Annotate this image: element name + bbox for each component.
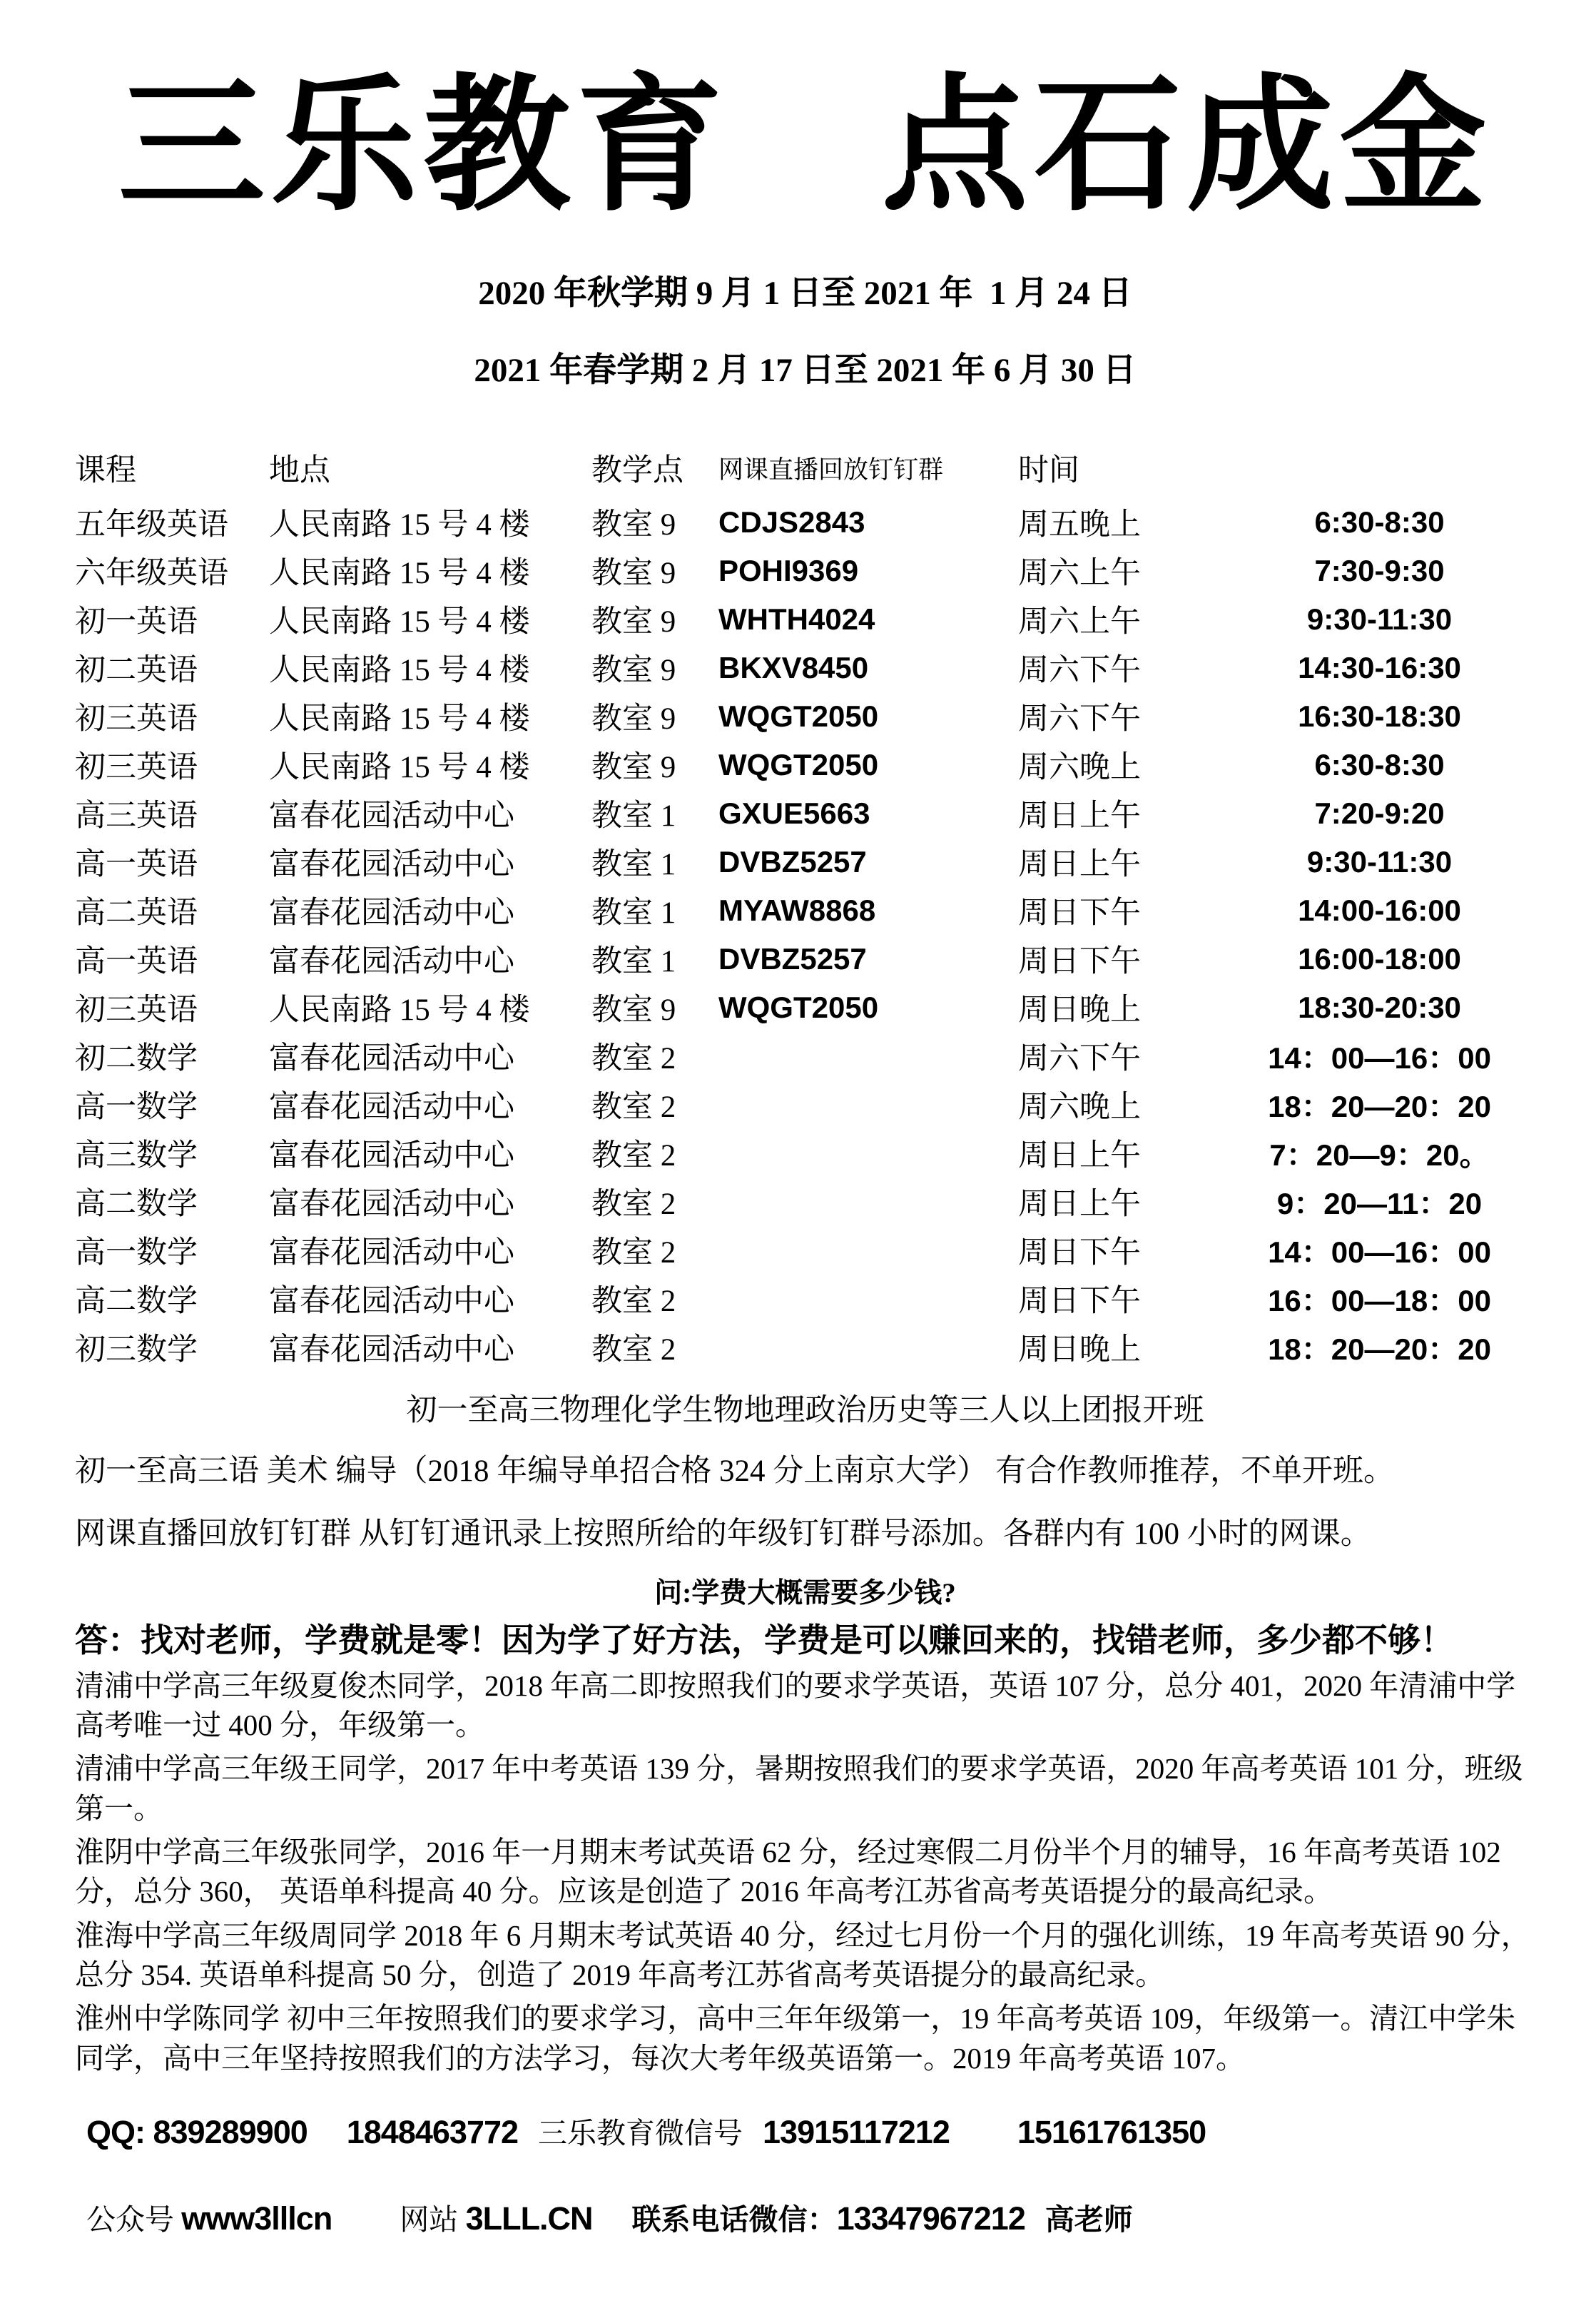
day-cell: 周日上午 bbox=[1018, 1139, 1141, 1173]
time-cell: 7:20-9:20 bbox=[1314, 796, 1445, 830]
qq-label: QQ: bbox=[86, 2114, 153, 2150]
time-cell: 18:30-20:30 bbox=[1298, 990, 1461, 1024]
table-row bbox=[75, 1323, 1535, 1372]
group-code-cell: BKXV8450 bbox=[718, 650, 869, 684]
time-cell: 16:30-18:30 bbox=[1298, 699, 1461, 733]
time-cell: 7:30-9:30 bbox=[1314, 553, 1445, 587]
course-cell: 初二数学 bbox=[75, 1042, 198, 1076]
header-course: 课程 bbox=[75, 454, 136, 488]
location-cell: 人民南路 15 号 4 楼 bbox=[269, 751, 530, 785]
qa-question: 问:学费大概需要多少钱? bbox=[654, 1577, 956, 1609]
day-cell: 周日下午 bbox=[1018, 896, 1141, 931]
semester-line-spring: 2021 年春学期 2 月 17 日至 2021 年 6 月 30 日 bbox=[474, 352, 1137, 390]
table-row bbox=[75, 498, 1535, 547]
course-cell: 高一数学 bbox=[75, 1236, 198, 1270]
phone-number: 13347967212 bbox=[836, 2200, 1025, 2237]
day-cell: 周日上午 bbox=[1018, 1188, 1141, 1222]
day-cell: 周六下午 bbox=[1018, 654, 1141, 688]
testimonial-paragraph: 清浦中学高三年级夏俊杰同学，2018 年高二即按照我们的要求学英语，英语 107 分，总分 401，2020 年清浦中学高考唯一过 400 分，年级第一。 bbox=[75, 1669, 1516, 1741]
location-cell: 人民南路 15 号 4 楼 bbox=[269, 702, 530, 737]
time-cell: 9：20—11：20 bbox=[1276, 1186, 1483, 1220]
group-code-cell: WHTH4024 bbox=[718, 602, 875, 636]
contact-web-line bbox=[75, 2183, 1535, 2251]
location-cell: 富春花园活动中心 bbox=[269, 945, 514, 979]
day-cell: 周日下午 bbox=[1018, 945, 1141, 979]
room-cell: 教室 1 bbox=[591, 799, 676, 834]
course-cell: 高一英语 bbox=[75, 848, 198, 882]
location-cell: 富春花园活动中心 bbox=[269, 799, 514, 834]
day-cell: 周六上午 bbox=[1018, 557, 1141, 591]
room-cell: 教室 1 bbox=[591, 945, 676, 979]
contact-qq-line bbox=[75, 2097, 1535, 2165]
course-cell: 六年级英语 bbox=[75, 557, 228, 591]
location-cell: 富春花园活动中心 bbox=[269, 1139, 514, 1173]
day-cell: 周日晚上 bbox=[1018, 1333, 1141, 1367]
room-cell: 教室 1 bbox=[591, 848, 676, 882]
course-cell: 高二数学 bbox=[75, 1285, 198, 1319]
group-code-cell: WQGT2050 bbox=[718, 747, 879, 781]
room-cell: 教室 9 bbox=[591, 993, 676, 1028]
day-cell: 周日上午 bbox=[1018, 799, 1141, 834]
testimonial-paragraph: 淮海中学高三年级周同学 2018 年 6 月期末考试英语 40 分，经过七月份一个月的强化训练，19 年高考英语 90 分， 总分 354. 英语单科提高 50 分，创造了 2019 年高考江苏省高考英语提分的最高纪录。 bbox=[75, 1918, 1537, 1991]
table-row bbox=[75, 838, 1535, 886]
course-cell: 高一数学 bbox=[75, 1090, 198, 1125]
time-cell: 14:30-16:30 bbox=[1298, 650, 1461, 684]
table-row bbox=[75, 886, 1535, 935]
table-row bbox=[75, 1032, 1535, 1080]
header-location: 地点 bbox=[269, 454, 330, 488]
course-cell: 初三英语 bbox=[75, 993, 198, 1028]
phone-label: 联系电话微信： bbox=[631, 2203, 837, 2236]
day-cell: 周六下午 bbox=[1018, 1042, 1141, 1076]
day-cell: 周日晚上 bbox=[1018, 993, 1141, 1028]
day-cell: 周六晚上 bbox=[1018, 751, 1141, 785]
group-code-cell: DVBZ5257 bbox=[718, 844, 867, 879]
table-row bbox=[75, 935, 1535, 983]
location-cell: 人民南路 15 号 4 楼 bbox=[269, 993, 530, 1028]
location-cell: 富春花园活动中心 bbox=[269, 896, 514, 931]
testimonial-paragraph: 清浦中学高三年级王同学，2017 年中考英语 139 分，暑期按照我们的要求学英语，2020 年高考英语 101 分，班级第一。 bbox=[75, 1752, 1523, 1825]
time-cell: 14：00—16：00 bbox=[1268, 1235, 1491, 1269]
course-cell: 初三英语 bbox=[75, 751, 198, 785]
time-cell: 16：00—18：00 bbox=[1268, 1283, 1491, 1317]
group-code-cell: GXUE5663 bbox=[718, 796, 870, 830]
room-cell: 教室 9 bbox=[591, 508, 676, 542]
semester-line-fall: 2020 年秋学期 9 月 1 日至 2021 年 1 月 24 日 bbox=[478, 274, 1132, 312]
time-cell: 14:00-16:00 bbox=[1298, 893, 1461, 927]
room-cell: 教室 2 bbox=[591, 1236, 676, 1270]
table-row bbox=[75, 1226, 1535, 1275]
table-body bbox=[75, 498, 1535, 1372]
course-cell: 初三英语 bbox=[75, 702, 198, 737]
time-cell: 9:30-11:30 bbox=[1306, 602, 1453, 636]
testimonials-section bbox=[75, 1666, 1535, 2078]
header-time: 时间 bbox=[1018, 454, 1079, 488]
room-cell: 教室 9 bbox=[591, 605, 676, 639]
table-row bbox=[75, 1080, 1535, 1129]
header-room: 教学点 bbox=[591, 454, 683, 488]
group-code-cell: CDJS2843 bbox=[718, 505, 865, 539]
table-row bbox=[75, 595, 1535, 644]
room-cell: 教室 2 bbox=[591, 1333, 676, 1367]
day-cell: 周日上午 bbox=[1018, 848, 1141, 882]
course-cell: 高二数学 bbox=[75, 1188, 198, 1222]
teacher-name: 高老师 bbox=[1044, 2203, 1133, 2236]
group-code-cell: DVBZ5257 bbox=[718, 941, 867, 976]
location-cell: 富春花园活动中心 bbox=[269, 1090, 514, 1125]
location-cell: 富春花园活动中心 bbox=[269, 1285, 514, 1319]
time-cell: 6:30-8:30 bbox=[1314, 747, 1445, 781]
table-row bbox=[75, 741, 1535, 789]
course-cell: 高一英语 bbox=[75, 945, 198, 979]
table-row bbox=[75, 644, 1535, 692]
time-cell: 18：20—20：20 bbox=[1268, 1089, 1491, 1123]
location-cell: 人民南路 15 号 4 楼 bbox=[269, 557, 530, 591]
day-cell: 周六晚上 bbox=[1018, 1090, 1141, 1125]
wechat-number-2: 15161761350 bbox=[1017, 2114, 1206, 2150]
course-cell: 初三数学 bbox=[75, 1333, 198, 1367]
course-cell: 初二英语 bbox=[75, 654, 198, 688]
course-cell: 五年级英语 bbox=[75, 508, 228, 542]
art-course-note: 初一至高三语 美术 编导（2018 年编导单招合格 324 分上南京大学） 有合作教师推荐，不单开班。 bbox=[75, 1454, 1394, 1488]
course-cell: 高三英语 bbox=[75, 799, 198, 834]
table-header-row bbox=[75, 438, 1535, 498]
table-row bbox=[75, 789, 1535, 838]
time-cell: 16:00-18:00 bbox=[1298, 941, 1461, 976]
time-cell: 14：00—16：00 bbox=[1268, 1041, 1491, 1075]
qa-answer: 答：找对老师，学费就是零！因为学了好方法，学费是可以赚回来的，找错老师，多少都不够！ bbox=[75, 1621, 1453, 1659]
flyer-page bbox=[0, 63, 1596, 2251]
table-row bbox=[75, 1129, 1535, 1178]
group-code-cell: WQGT2050 bbox=[718, 990, 879, 1024]
day-cell: 周日下午 bbox=[1018, 1285, 1141, 1319]
page-title: 三乐教育 点石成金 bbox=[118, 65, 1493, 228]
course-cell: 高二英语 bbox=[75, 896, 198, 931]
location-cell: 富春花园活动中心 bbox=[269, 1042, 514, 1076]
room-cell: 教室 9 bbox=[591, 702, 676, 737]
testimonial-paragraph: 淮阴中学高三年级张同学，2016 年一月期末考试英语 62 分，经过寒假二月份半个月的辅导，16 年高考英语 102 分，总分 360， 英语单科提高 40 分。应该是创造了 2016 年高考江苏省高考英语提分的最高纪录。 bbox=[75, 1835, 1508, 1908]
table-row bbox=[75, 1275, 1535, 1323]
website-label: 网站 bbox=[400, 2203, 466, 2236]
location-cell: 人民南路 15 号 4 楼 bbox=[269, 605, 530, 639]
qq-number-1: 839289900 bbox=[153, 2114, 307, 2150]
location-cell: 人民南路 15 号 4 楼 bbox=[269, 508, 530, 542]
room-cell: 教室 2 bbox=[591, 1090, 676, 1125]
wechat-label: 三乐教育微信号 bbox=[538, 2117, 743, 2150]
semester-dates bbox=[75, 273, 1535, 391]
day-cell: 周日下午 bbox=[1018, 1236, 1141, 1270]
time-cell: 6:30-8:30 bbox=[1314, 505, 1445, 539]
table-row bbox=[75, 1178, 1535, 1226]
header-group: 网课直播回放钉钉群 bbox=[718, 455, 944, 484]
room-cell: 教室 2 bbox=[591, 1139, 676, 1173]
course-cell: 初一英语 bbox=[75, 605, 198, 639]
room-cell: 教室 9 bbox=[591, 654, 676, 688]
public-account: www3lllcn bbox=[181, 2200, 332, 2237]
time-cell: 18：20—20：20 bbox=[1268, 1332, 1491, 1366]
location-cell: 富春花园活动中心 bbox=[269, 1333, 514, 1367]
location-cell: 富春花园活动中心 bbox=[269, 1188, 514, 1222]
day-cell: 周六下午 bbox=[1018, 702, 1141, 737]
location-cell: 富春花园活动中心 bbox=[269, 848, 514, 882]
course-cell: 高三数学 bbox=[75, 1139, 198, 1173]
group-code-cell: POHI9369 bbox=[718, 553, 859, 587]
room-cell: 教室 9 bbox=[591, 751, 676, 785]
website-url: 3LLL.CN bbox=[465, 2200, 593, 2237]
wechat-number-1: 13915117212 bbox=[763, 2114, 950, 2150]
group-enroll-note: 初一至高三物理化学生物地理政治历史等三人以上团报开班 bbox=[406, 1393, 1204, 1427]
group-code-cell: WQGT2050 bbox=[718, 699, 879, 733]
time-cell: 7：20—9：20。 bbox=[1269, 1138, 1490, 1172]
location-cell: 富春花园活动中心 bbox=[269, 1236, 514, 1270]
room-cell: 教室 9 bbox=[591, 557, 676, 591]
location-cell: 人民南路 15 号 4 楼 bbox=[269, 654, 530, 688]
table-row bbox=[75, 547, 1535, 595]
day-cell: 周五晚上 bbox=[1018, 508, 1141, 542]
group-code-cell: MYAW8868 bbox=[718, 893, 876, 927]
room-cell: 教室 2 bbox=[591, 1042, 676, 1076]
room-cell: 教室 2 bbox=[591, 1285, 676, 1319]
table-row bbox=[75, 983, 1535, 1032]
qq-number-2: 1848463772 bbox=[346, 2114, 519, 2150]
dingtalk-note: 网课直播回放钉钉群 从钉钉通讯录上按照所给的年级钉钉群号添加。各群内有 100 小时的网课。 bbox=[75, 1517, 1371, 1551]
table-row bbox=[75, 692, 1535, 741]
testimonial-paragraph: 淮州中学陈同学 初中三年按照我们的要求学习，高中三年年级第一，19 年高考英语 109，年级第一。清江中学朱同学，高中三年坚持按照我们的方法学习，每次大考年级英语第一。2019 年高考英语 107。 bbox=[75, 2002, 1516, 2075]
room-cell: 教室 2 bbox=[591, 1188, 676, 1222]
day-cell: 周六上午 bbox=[1018, 605, 1141, 639]
schedule-table bbox=[75, 438, 1535, 1372]
time-cell: 9:30-11:30 bbox=[1306, 844, 1453, 879]
public-account-label: 公众号 bbox=[86, 2203, 182, 2236]
room-cell: 教室 1 bbox=[591, 896, 676, 931]
